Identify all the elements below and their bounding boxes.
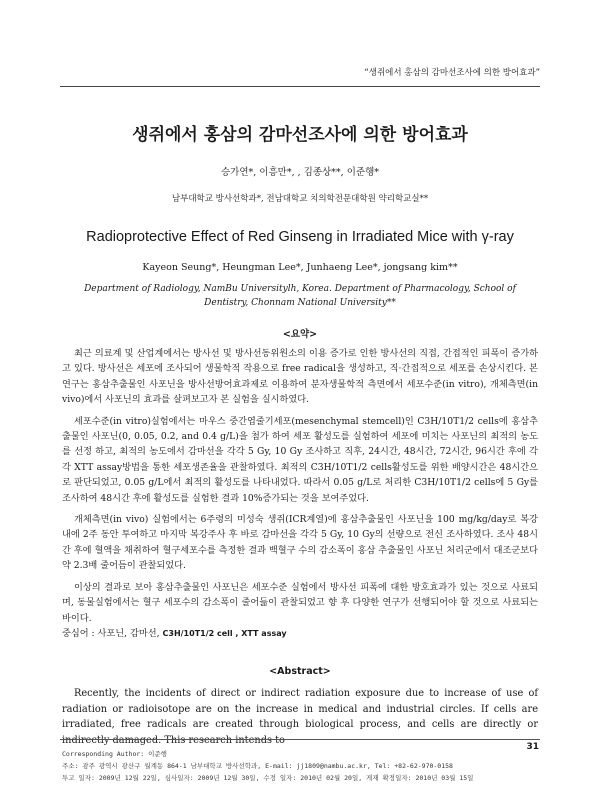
running-title: “생쥐에서 홍삼의 감마선조사에 의한 방어효과” (364, 68, 540, 78)
footer-divider (60, 739, 540, 740)
footer (62, 748, 538, 784)
submission-dates: 투고 일자: 2009년 12월 22일, 심사일자: 2009년 12월 30일, 수정 일자: 2010년 02월 20일, 게재 확정일자: 2010년 03월 15일 (62, 774, 474, 782)
abstract-heading: <Abstract> (269, 666, 331, 677)
affiliation-korean: 남부대학교 방사선학과*, 전남대학교 치의학전문대학원 약리학교실** (171, 194, 429, 204)
summary-body (62, 346, 538, 632)
keywords (62, 625, 538, 639)
running-header (60, 62, 540, 87)
corresponding-author: Corresponding Author: 이준행 (62, 750, 167, 758)
author-address: 주소: 광주 광역시 광산구 월계동 864-1 남부대학교 방사선학과, E-mail: jj1809@nambu.ac.kr, Tel: +82-62-970-0158 (62, 762, 453, 770)
summary-paragraph: 세포수준(in vitro)실험에서는 마우스 중간엽줄기세포(mesenchymal stemcell)인 C3H/10T1/2 cells에 홍삼추출물인 사포닌(0, 0.05, 0.2, and 0.4 g/L)을 첨가 하여 세포 활성도를 실험하여 세포에 미치는 사포닌의 최적의 농도를 선정 하고, 최적의 농도에서 감마선을 각각 5 Gy, 10 Gy 조사하고 직후, 24시간, 48시간, 72시간, 96시간 후에 각각 XTT assay방법을 통한 세포생존율을 관찰하였다. 최적의 C3H/10T1/2 cells활성도를 위한 배양시간은 48시간으로 판단되었고, 0.05 g/L에서 최적의 활성도를 나타내었다. 따라서 0.05 g/L로 처리한 C3H/10T1/2 cells에 5 Gy를 조사하여 48시간 후에 활성도를 실험한 결과 10%증가되는 것을 보여주었다. (62, 415, 538, 504)
summary-paragraph: 개체측면(in vivo) 실험에서는 6주령의 미성숙 생쥐(ICR계열)에 홍삼추출물인 사포닌을 100 mg/kg/day로 복강 내에 2주 동안 투여하고 마지막 복강주사 후 바로 감마선을 각각 5 Gy, 10 Gy의 선량으로 전신 조사하였다. 조사 48시간 후에 혈액을 채취하여 혈구세포수를 측정한 결과 백혈구 수의 감소폭이 홍삼 추출물인 사포닌 처리군에서 대조군보다 약 2.3배 줄어듬이 관찰되었다. (62, 514, 538, 572)
keywords-terms: C3H/10T1/2 cell , XTT assay (162, 629, 287, 638)
summary-paragraph: 최근 의료계 및 산업계에서는 방사선 및 방사선동위원소의 이용 증가로 인한 방사선의 직접, 간접적인 피폭이 증가하고 있다. 방사선은 세포에 조사되어 생물학적 작용으로 free radical을 생성하고, 직·간접적으로 세포를 손상시킨다. 본 연구는 홍삼추출물인 사포닌을 방사선방어효과제로 이용하여 분자생물학적 측면에서 세포수준(in vitro), 개체측면(in vivo)에서 사포닌의 효과를 살펴보고자 본 실험을 실시하였다. (62, 348, 538, 406)
summary-heading: <요약> (282, 329, 318, 340)
paper-title-korean: 생쥐에서 홍삼의 감마선조사에 의한 방어효과 (132, 125, 468, 145)
summary-paragraph: 이상의 결과로 보아 홍삼추출물인 사포닌은 세포수준 실험에서 방사선 피폭에 대한 방호효과가 있는 것으로 사료되며, 동물실험에서는 혈구 세포수의 감소폭이 줄어듦이 관찰되었고 향 후 다양한 연구가 선행되어야 할 것으로 사료되는 바이다. (62, 581, 538, 624)
keywords-label: 중심어 : 사포닌, 감마선, (62, 628, 163, 639)
affiliation-english: Department of Radiology, NamBu Universitylh, Korea. Department of Pharmacology, School of Dentistry, Chonnam National University** (84, 284, 516, 308)
paper-title-english: Radioprotective Effect of Red Ginseng in Irradiated Mice with γ-ray (86, 229, 514, 245)
abstract-text: Recently, the incidents of direct or indirect radiation exposure due to increase of use of radiation or radioisotope are on the increase in medical and industrial circles. If cells are irradiated, free radicals are created through biological process, and cells are directly or indirectly damaged. This research intends to (62, 688, 538, 746)
authors-korean: 승가연*, 이흥만*, , 김종상**, 이준행* (220, 167, 380, 178)
authors-english: Kayeon Seung*, Heungman Lee*, Junhaeng Lee*, jongsang kim** (142, 262, 458, 273)
page-number: 31 (526, 742, 539, 752)
